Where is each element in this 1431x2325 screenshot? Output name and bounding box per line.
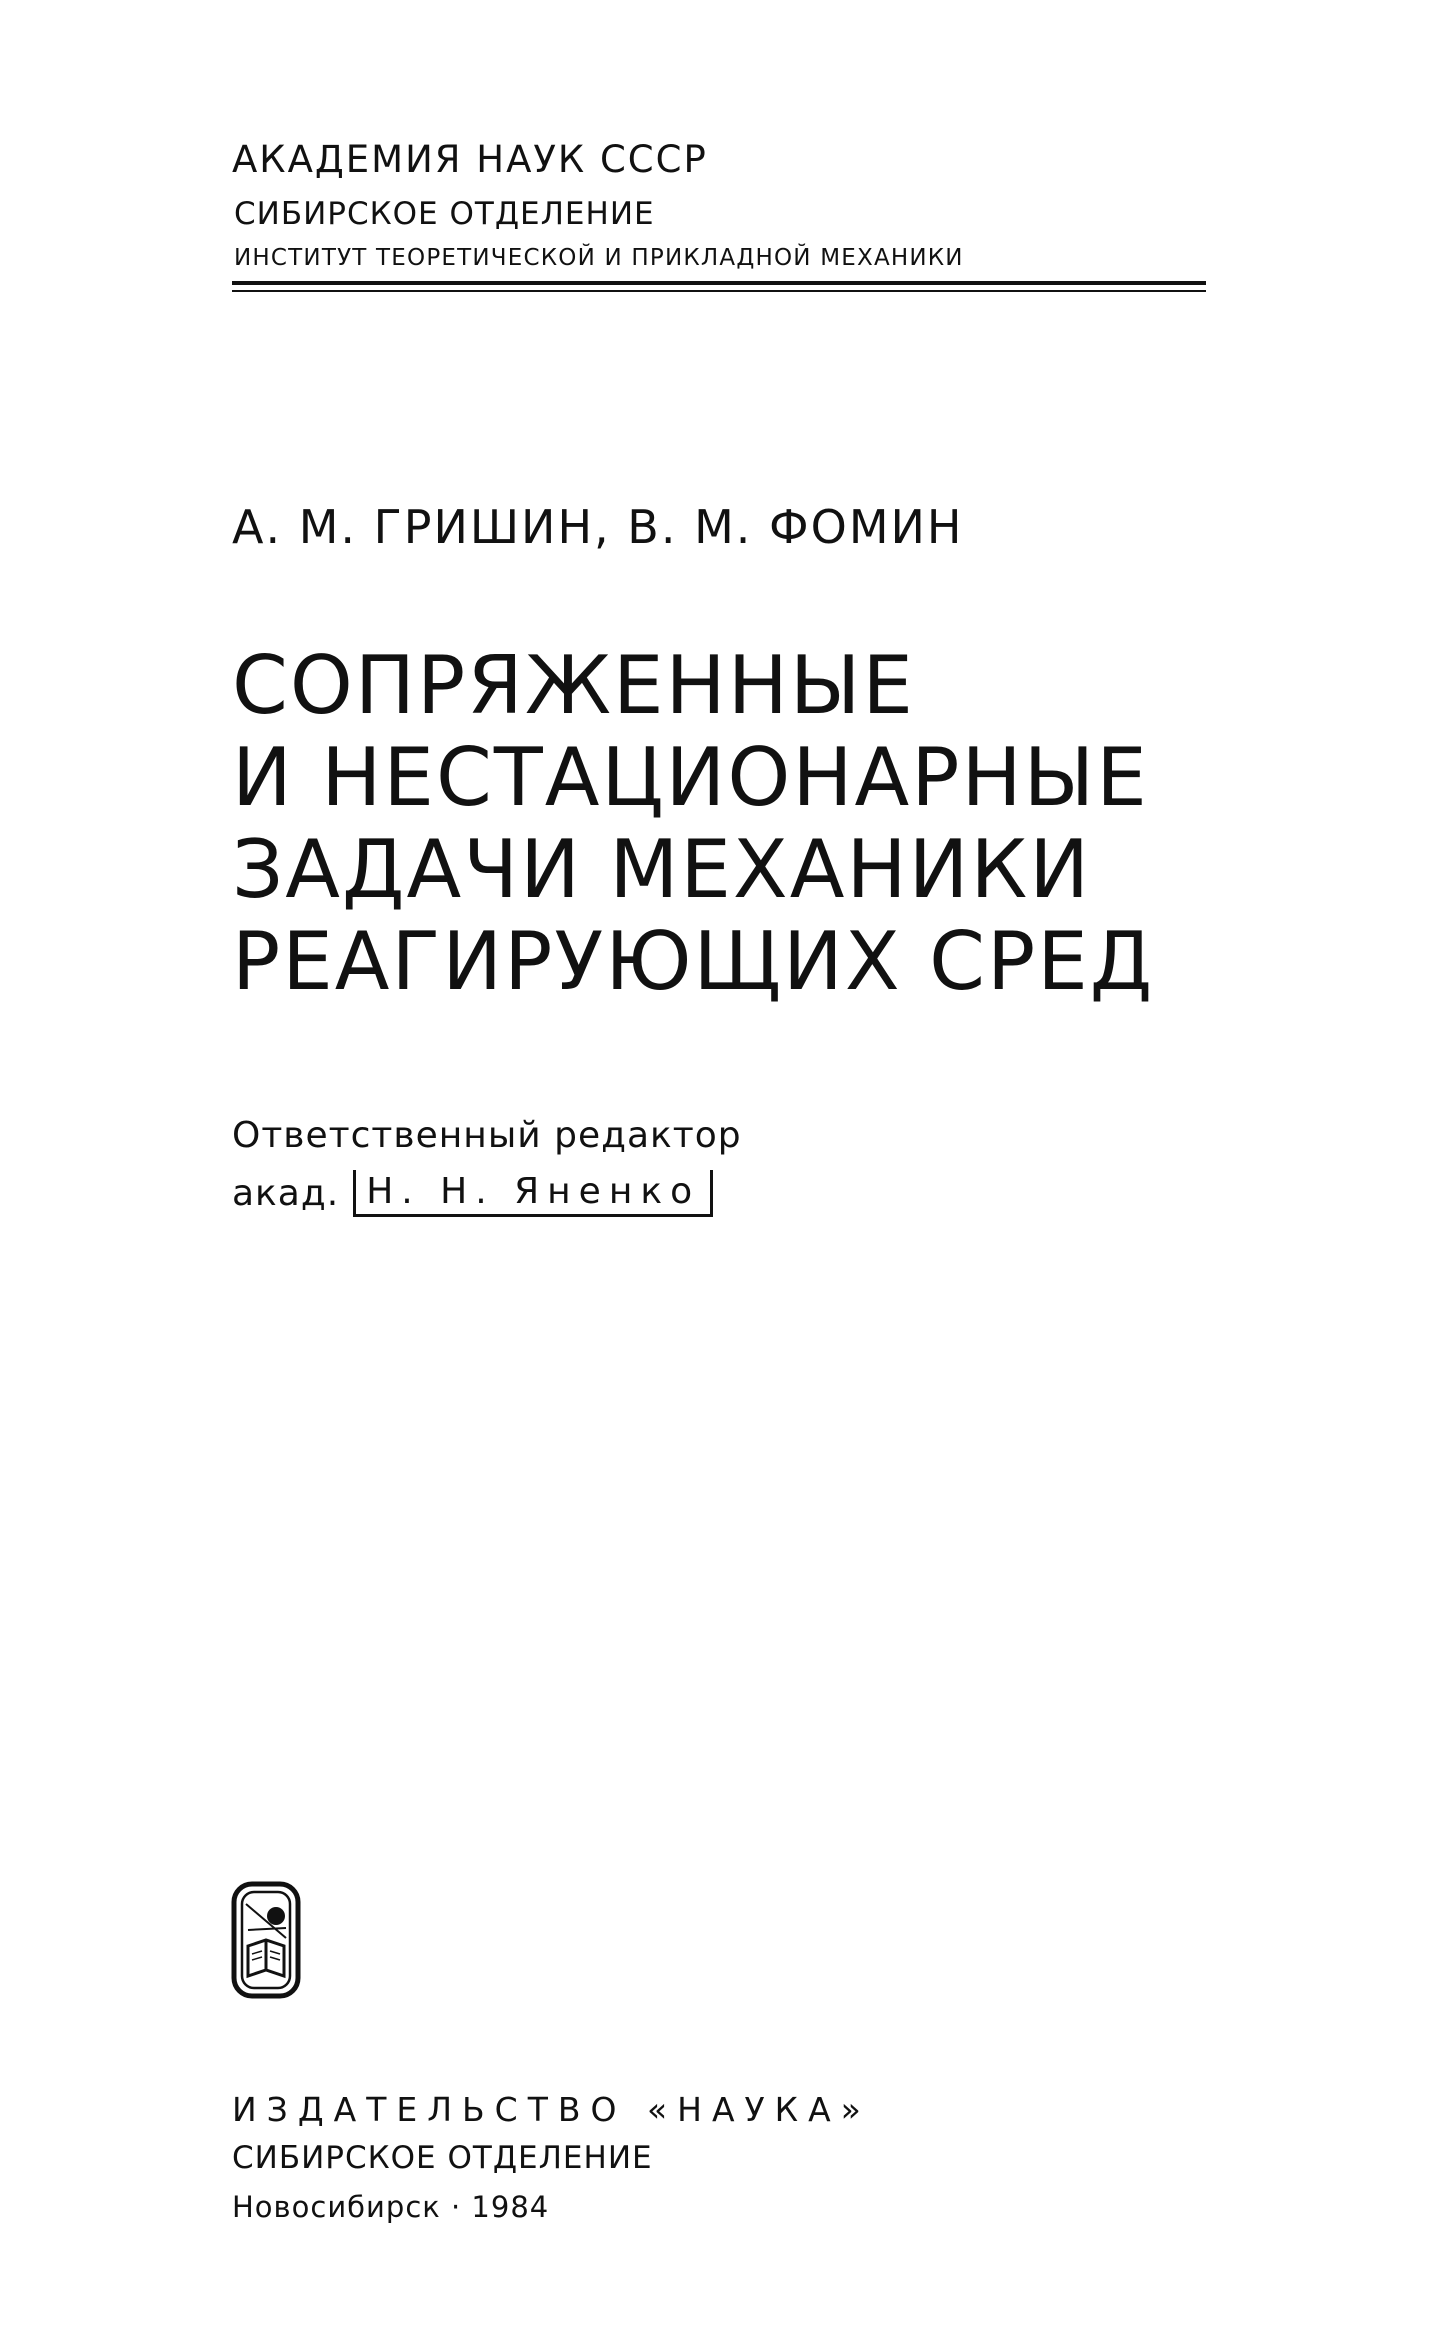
publisher-logo-icon <box>230 1880 302 2000</box>
editor-row <box>232 1170 713 1217</box>
publisher-division: СИБИРСКОЕ ОТДЕЛЕНИЕ <box>232 2140 653 2176</box>
header-rule-thin <box>232 290 1206 292</box>
title-line: РЕАГИРУЮЩИХ СРЕД <box>232 915 1155 1008</box>
authors: А. М. ГРИШИН, В. М. ФОМИН <box>232 500 964 554</box>
editor-prefix: акад. <box>232 1173 340 1214</box>
editor-name: Н. Н. Яненко <box>366 1171 701 1212</box>
publisher-name: ИЗДАТЕЛЬСТВО «НАУКА» <box>232 2090 871 2129</box>
editor-name-box <box>353 1170 713 1217</box>
title-line: И НЕСТАЦИОНАРНЫЕ <box>232 731 1149 824</box>
editor-label: Ответственный редактор <box>232 1115 742 1156</box>
book-title <box>232 640 1154 1008</box>
academy-name: АКАДЕМИЯ НАУК СССР <box>232 138 708 181</box>
title-line: СОПРЯЖЕННЫЕ <box>232 639 915 732</box>
header-rule-thick <box>232 281 1206 285</box>
division-name: СИБИРСКОЕ ОТДЕЛЕНИЕ <box>234 196 655 232</box>
title-line: ЗАДАЧИ МЕХАНИКИ <box>232 823 1092 916</box>
publisher-city-year: Новосибирск · 1984 <box>232 2190 550 2224</box>
institute-name: ИНСТИТУТ ТЕОРЕТИЧЕСКОЙ И ПРИКЛАДНОЙ МЕХАНИКИ <box>234 245 964 271</box>
